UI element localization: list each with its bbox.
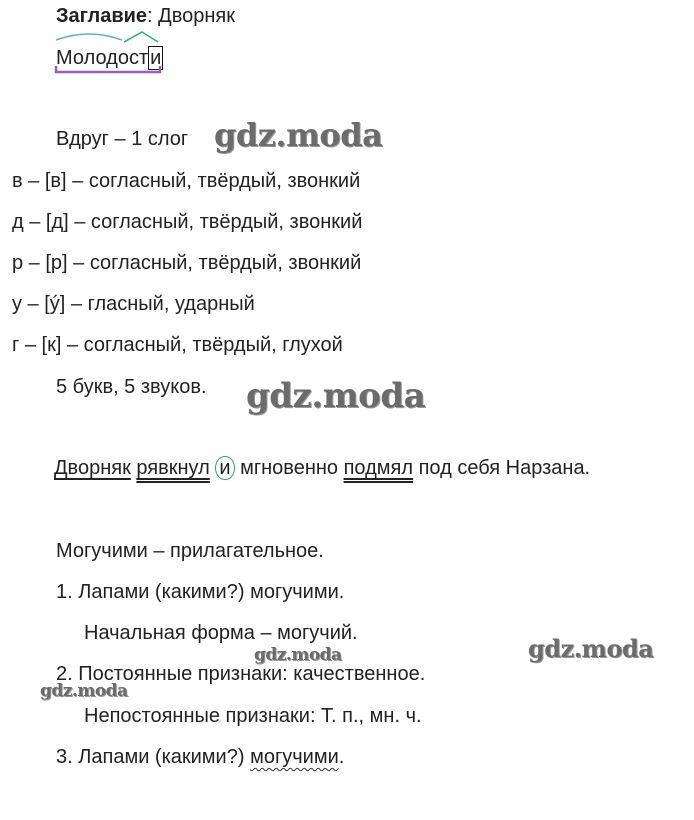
watermark: gdz.moda bbox=[214, 116, 383, 154]
suffix-mark bbox=[124, 32, 158, 42]
morph-point-3-text: 3. Лапами (какими?) bbox=[56, 746, 251, 768]
predicate-word: рявкнул bbox=[136, 457, 210, 479]
watermark: gdz.moda bbox=[528, 634, 654, 663]
watermark: gdz.moda bbox=[246, 376, 426, 416]
title-label: Заглавие bbox=[56, 5, 148, 27]
title-value: : Дворняк bbox=[147, 5, 235, 27]
sentence-rest: под себя Нарзана. bbox=[418, 457, 591, 479]
phonetic-row: г – [к] – согласный, твёрдый, глухой bbox=[12, 334, 343, 356]
phonetic-summary: 5 букв, 5 звуков. bbox=[56, 376, 207, 398]
root-arc bbox=[56, 34, 122, 40]
phonetic-row: у – [ý] – гласный, ударный bbox=[12, 293, 255, 315]
watermark: gdz.moda bbox=[40, 681, 128, 701]
morpheme-marks bbox=[54, 28, 184, 78]
morph-point-3-end: . bbox=[338, 746, 345, 768]
stem-bracket bbox=[56, 66, 160, 72]
conjunction-word: и bbox=[215, 456, 234, 480]
adverb-word: мгновенно bbox=[240, 457, 339, 479]
morph-heading: Могучими – прилагательное. bbox=[56, 540, 324, 562]
morph-point-2: 2. Постоянные признаки: качественное. bbox=[56, 663, 426, 685]
morph-point-3 bbox=[56, 745, 344, 769]
phonetic-row: д – [д] – согласный, твёрдый, звонкий bbox=[12, 211, 363, 233]
modifier-word: могучими bbox=[250, 746, 339, 768]
phonetic-row: в – [в] – согласный, твёрдый, звонкий bbox=[12, 170, 361, 192]
morph-nonconstant: Непостоянные признаки: Т. п., мн. ч. bbox=[84, 705, 422, 727]
morph-point-1: 1. Лапами (какими?) могучими. bbox=[56, 581, 345, 603]
parsed-sentence bbox=[54, 456, 590, 480]
subject-word: Дворняк bbox=[54, 457, 131, 479]
word-ending: и bbox=[150, 47, 162, 69]
phonetic-row: р – [р] – согласный, твёрдый, звонкий bbox=[12, 252, 362, 274]
morph-initial-form: Начальная форма – могучий. bbox=[84, 622, 358, 644]
word-root: Молодост bbox=[56, 47, 149, 69]
predicate-word: подмял bbox=[343, 457, 414, 479]
phonetic-intro: Вдруг – 1 слог bbox=[56, 128, 189, 150]
watermark: gdz.moda bbox=[254, 645, 342, 665]
title-line bbox=[56, 4, 235, 28]
